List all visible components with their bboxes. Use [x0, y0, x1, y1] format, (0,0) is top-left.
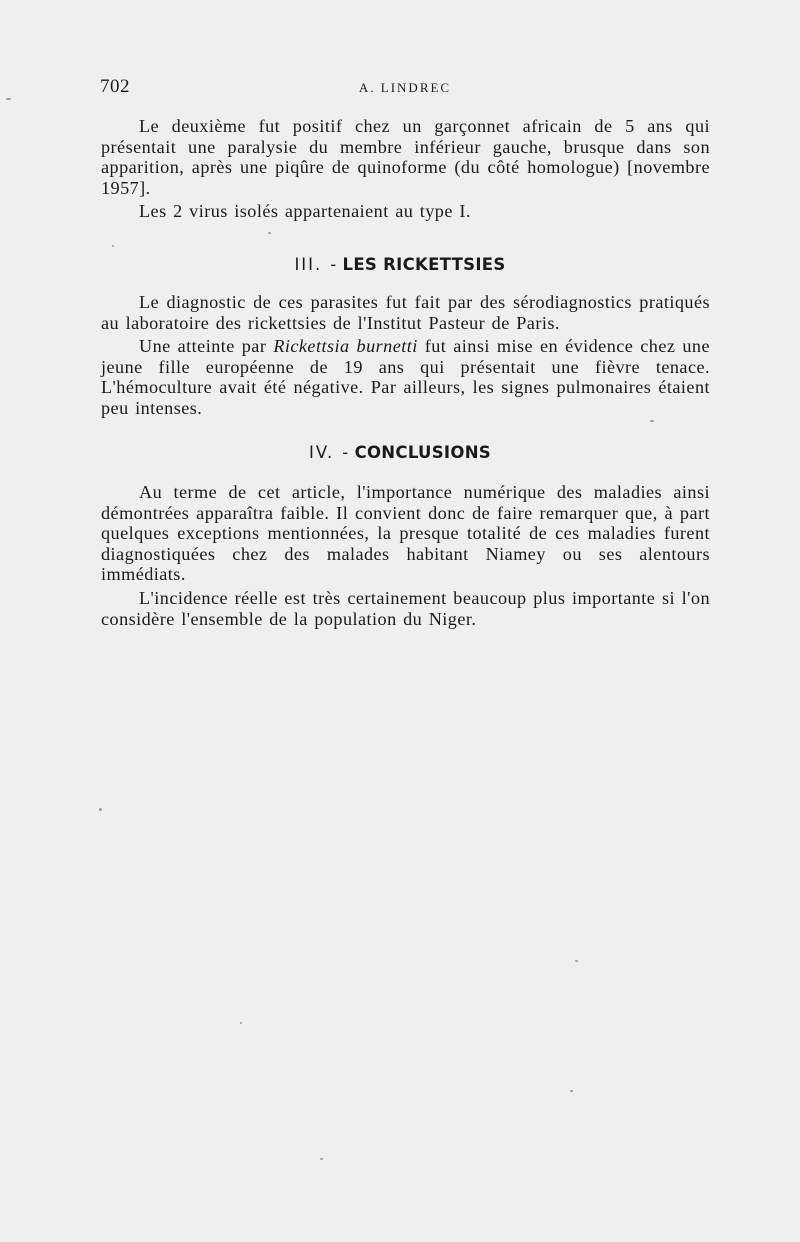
section-iii-body [101, 292, 710, 419]
paragraph: Le deuxième fut positif chez un garçonnet africain de 5 ans qui présentait une paralysie du membre inférieur gauche, brusque dans son apparition, après une piqûre de quinoforme (du côté homologue) [novembre 1957]. [101, 116, 710, 198]
section-ii-continuation [101, 116, 710, 222]
paragraph [101, 336, 710, 418]
paragraph: Au terme de cet article, l'importance numérique des maladies ainsi démontrées apparaîtra faible. Il convient donc de faire remarquer que, à part quelques exceptions mentionnées, la presque totalité de ces maladies furent diagnostiquées chez des malades habitant Niamey ou ses alentours immédiats. [101, 482, 710, 585]
section-dash: - [342, 443, 349, 462]
scan-speck [240, 1022, 242, 1024]
section-number: IV. [309, 443, 335, 462]
scan-speck [570, 1090, 573, 1092]
section-title: LES RICKETTSIES [342, 255, 506, 274]
section-iv-body [101, 482, 710, 629]
section-heading-conclusions [0, 443, 800, 462]
scan-speck [6, 98, 11, 100]
section-dash: - [330, 255, 337, 274]
scan-speck [268, 232, 271, 234]
page-header [100, 76, 710, 100]
paragraph-text: Une atteinte par [139, 336, 274, 357]
species-name: Rickettsia burnetti [273, 336, 418, 357]
running-head: A. LINDREC [358, 80, 452, 95]
paragraph-text: fut ainsi mise en évidence chez une jeune fille européenne de 19 ans qui présentait une fièvre tenace. L'hémoculture avait été négative. Par ailleurs, les signes pulmonaires étaient peu intenses. [101, 336, 710, 418]
scan-speck [575, 960, 578, 962]
section-heading-rickettsies [0, 255, 800, 274]
scan-speck [650, 420, 654, 422]
section-number: III. [294, 255, 323, 274]
scan-speck [99, 808, 102, 811]
section-title: CONCLUSIONS [354, 443, 491, 462]
scan-speck [112, 245, 114, 247]
paragraph: L'incidence réelle est très certainement beaucoup plus importante si l'on considère l'ensemble de la population du Niger. [101, 587, 710, 629]
page-number: 702 [100, 76, 130, 97]
scan-speck [320, 1158, 323, 1160]
paragraph: Le diagnostic de ces parasites fut fait par des sérodiagnostics pratiqués au laboratoire des rickettsies de l'Institut Pasteur de Paris. [101, 292, 710, 333]
paragraph: Les 2 virus isolés appartenaient au type I. [139, 201, 471, 222]
